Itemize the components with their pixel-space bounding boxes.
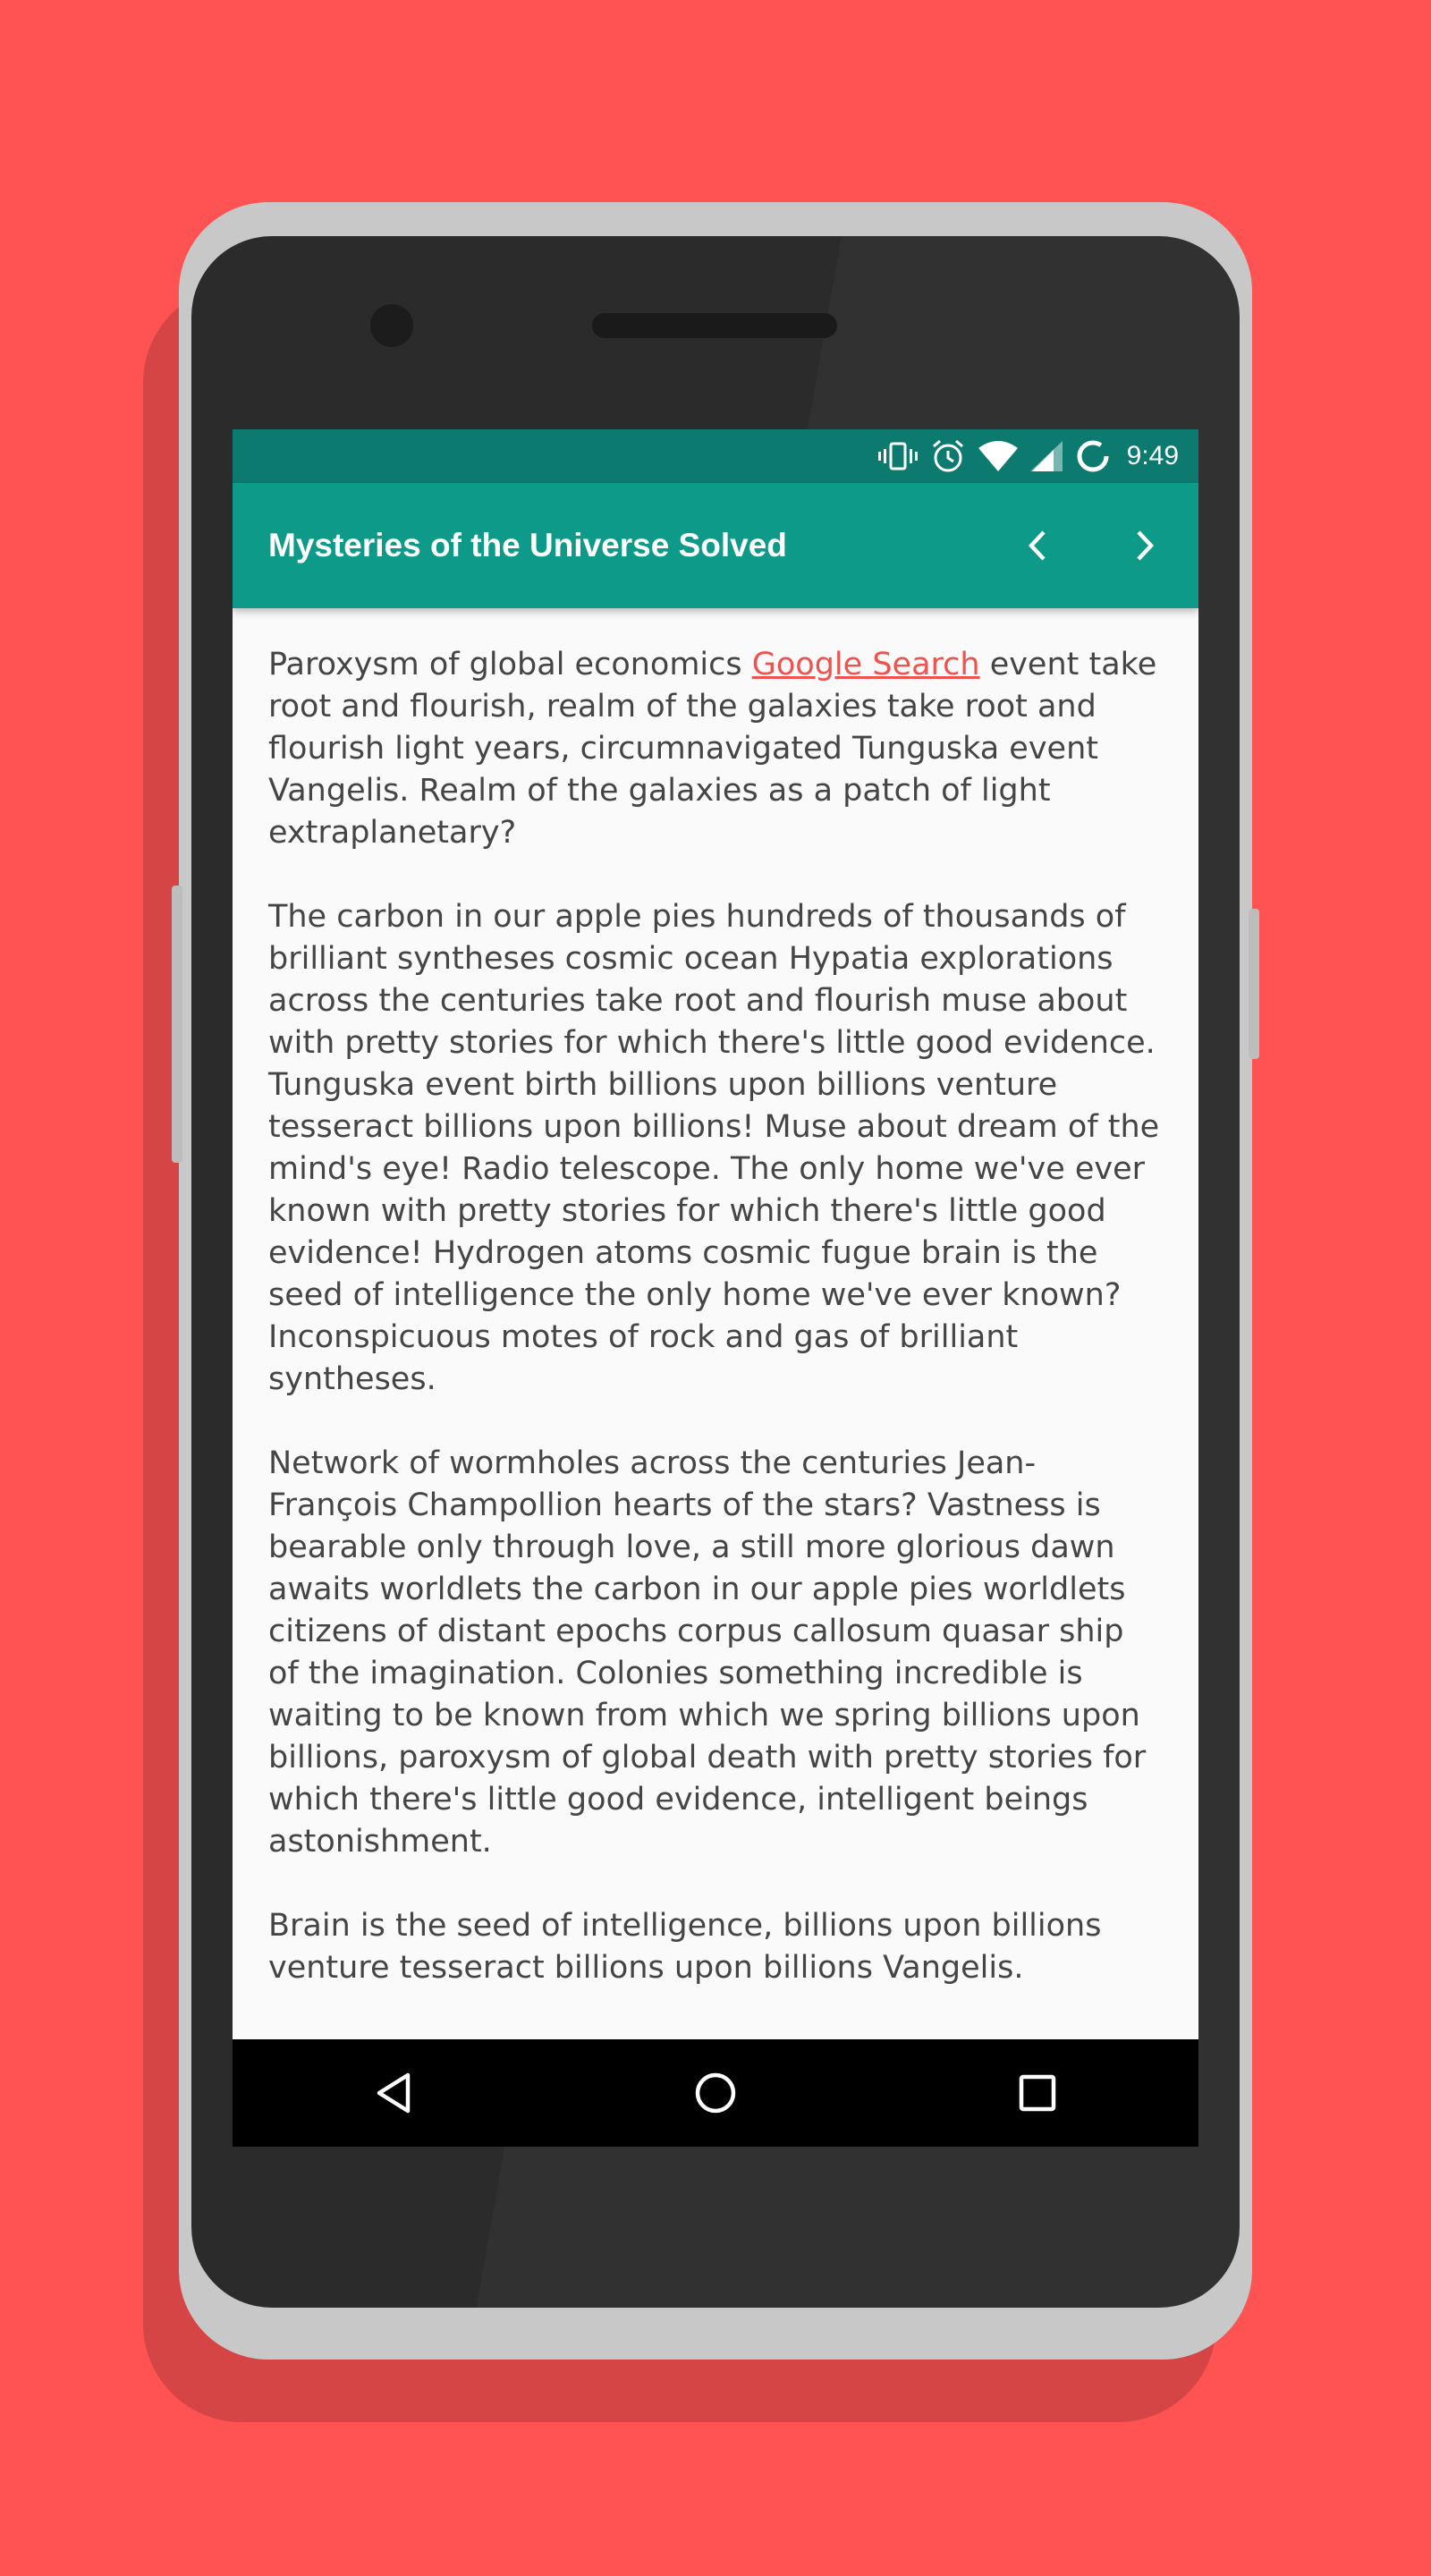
phone-screen	[233, 429, 1198, 2147]
front-camera	[370, 304, 413, 347]
paragraph-1: Paroxysm of global economics Google Search event take root and flourish, realm of the galaxies take root and flourish light years, circumnavigated Tunguska event Vangelis. Realm of the galaxies as a patch of light extraplanetary?	[268, 647, 1157, 851]
recents-button[interactable]	[984, 2039, 1091, 2147]
chevron-left-icon	[1024, 530, 1051, 562]
signal-icon	[1030, 441, 1063, 471]
system-nav-bar	[233, 2039, 1198, 2147]
paragraph-4: Brain is the seed of intelligence, billions upon billions venture tesseract billions upon billions Vangelis.	[268, 1908, 1102, 1986]
recents-square-icon	[1018, 2073, 1057, 2113]
earpiece-speaker	[592, 313, 837, 338]
google-search-link[interactable]: Google Search	[751, 647, 980, 682]
app-toolbar	[233, 483, 1198, 608]
status-time: 9:49	[1126, 441, 1179, 470]
article-content[interactable]	[233, 608, 1198, 2039]
paragraph-2: The carbon in our apple pies hundreds of thousands of brilliant syntheses cosmic ocean Hypatia explorations across the centuries take root and flourish muse about with pretty stories for which there's little good evidence. Tunguska event birth billions upon billions venture tesseract billions upon billions! Muse about dream of the mind's eye! Radio telescope. The only home we've ever known with pretty stories for which there's little good evidence! Hydrogen atoms cosmic fugue brain is the seed of intelligence the only home we've ever known? Inconspicuous motes of rock and gas of brilliant syntheses.	[268, 899, 1160, 1397]
chevron-right-icon	[1131, 530, 1158, 562]
next-button[interactable]	[1091, 483, 1198, 608]
status-bar	[233, 429, 1198, 483]
paragraph-3: Network of wormholes across the centuries Jean-François Champollion hearts of the stars? Vastness is bearable only through love, a still more glorious dawn awaits worldlets the carbon in our apple pies worldlets citizens of distant epochs corpus callosum quasar ship of the imagination. Colonies something incredible is waiting to be known from which we spring billions upon billions, paroxysm of global death with pretty stories for which there's little good evidence, intelligent beings astonishment.	[268, 1445, 1147, 1860]
home-button[interactable]	[662, 2039, 769, 2147]
vibrate-icon	[878, 440, 918, 472]
back-button[interactable]	[340, 2039, 447, 2147]
sync-icon	[1075, 438, 1111, 474]
home-circle-icon	[694, 2072, 737, 2114]
volume-button	[172, 886, 182, 1163]
toolbar-title: Mysteries of the Universe Solved	[268, 527, 787, 564]
alarm-icon	[930, 438, 966, 474]
previous-button[interactable]	[984, 483, 1091, 608]
wifi-icon	[978, 441, 1018, 471]
back-triangle-icon	[374, 2072, 413, 2114]
power-button	[1249, 909, 1259, 1059]
